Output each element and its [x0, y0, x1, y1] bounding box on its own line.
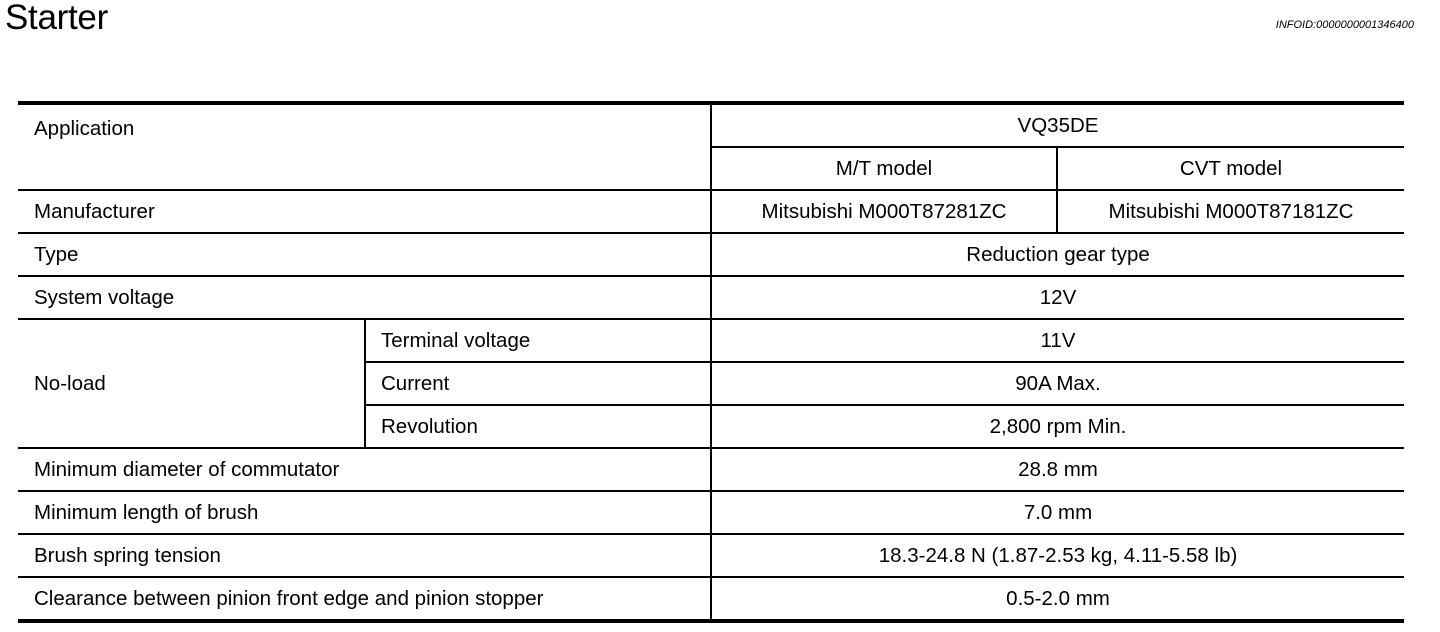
- type-label: Type: [18, 233, 711, 276]
- no-load-label: No-load: [18, 319, 365, 448]
- min-diameter-commutator-value: 28.8 mm: [711, 448, 1404, 491]
- pinion-clearance-label: Clearance between pinion front edge and pinion stopper: [18, 577, 711, 621]
- table-row: [18, 577, 1404, 621]
- engine-header: VQ35DE: [711, 103, 1404, 147]
- brush-spring-tension-value: 18.3-24.8 N (1.87-2.53 kg, 4.11-5.58 lb): [711, 534, 1404, 577]
- pinion-clearance-value: 0.5-2.0 mm: [711, 577, 1404, 621]
- mt-model-header: M/T model: [711, 147, 1057, 190]
- type-value: Reduction gear type: [711, 233, 1404, 276]
- system-voltage-value: 12V: [711, 276, 1404, 319]
- application-label: Application: [18, 103, 711, 190]
- min-length-brush-label: Minimum length of brush: [18, 491, 711, 534]
- system-voltage-label: System voltage: [18, 276, 711, 319]
- revolution-value: 2,800 rpm Min.: [711, 405, 1404, 448]
- cvt-model-header: CVT model: [1057, 147, 1404, 190]
- table-row: [18, 534, 1404, 577]
- manufacturer-cvt-value: Mitsubishi M000T87181ZC: [1057, 190, 1404, 233]
- current-label: Current: [365, 362, 711, 405]
- brush-spring-tension-label: Brush spring tension: [18, 534, 711, 577]
- info-id: INFOID:0000000001346400: [1275, 19, 1414, 31]
- table-row: [18, 103, 1404, 147]
- manufacturer-mt-value: Mitsubishi M000T87281ZC: [711, 190, 1057, 233]
- table-row: [18, 233, 1404, 276]
- table-row: [18, 491, 1404, 534]
- page-title: Starter: [5, 0, 108, 37]
- table-row: [18, 276, 1404, 319]
- table-row: [18, 319, 1404, 362]
- terminal-voltage-value: 11V: [711, 319, 1404, 362]
- terminal-voltage-label: Terminal voltage: [365, 319, 711, 362]
- manufacturer-label: Manufacturer: [18, 190, 711, 233]
- current-value: 90A Max.: [711, 362, 1404, 405]
- starter-spec-table: [18, 101, 1404, 623]
- table-row: [18, 448, 1404, 491]
- min-length-brush-value: 7.0 mm: [711, 491, 1404, 534]
- min-diameter-commutator-label: Minimum diameter of commutator: [18, 448, 711, 491]
- table-row: [18, 190, 1404, 233]
- revolution-label: Revolution: [365, 405, 711, 448]
